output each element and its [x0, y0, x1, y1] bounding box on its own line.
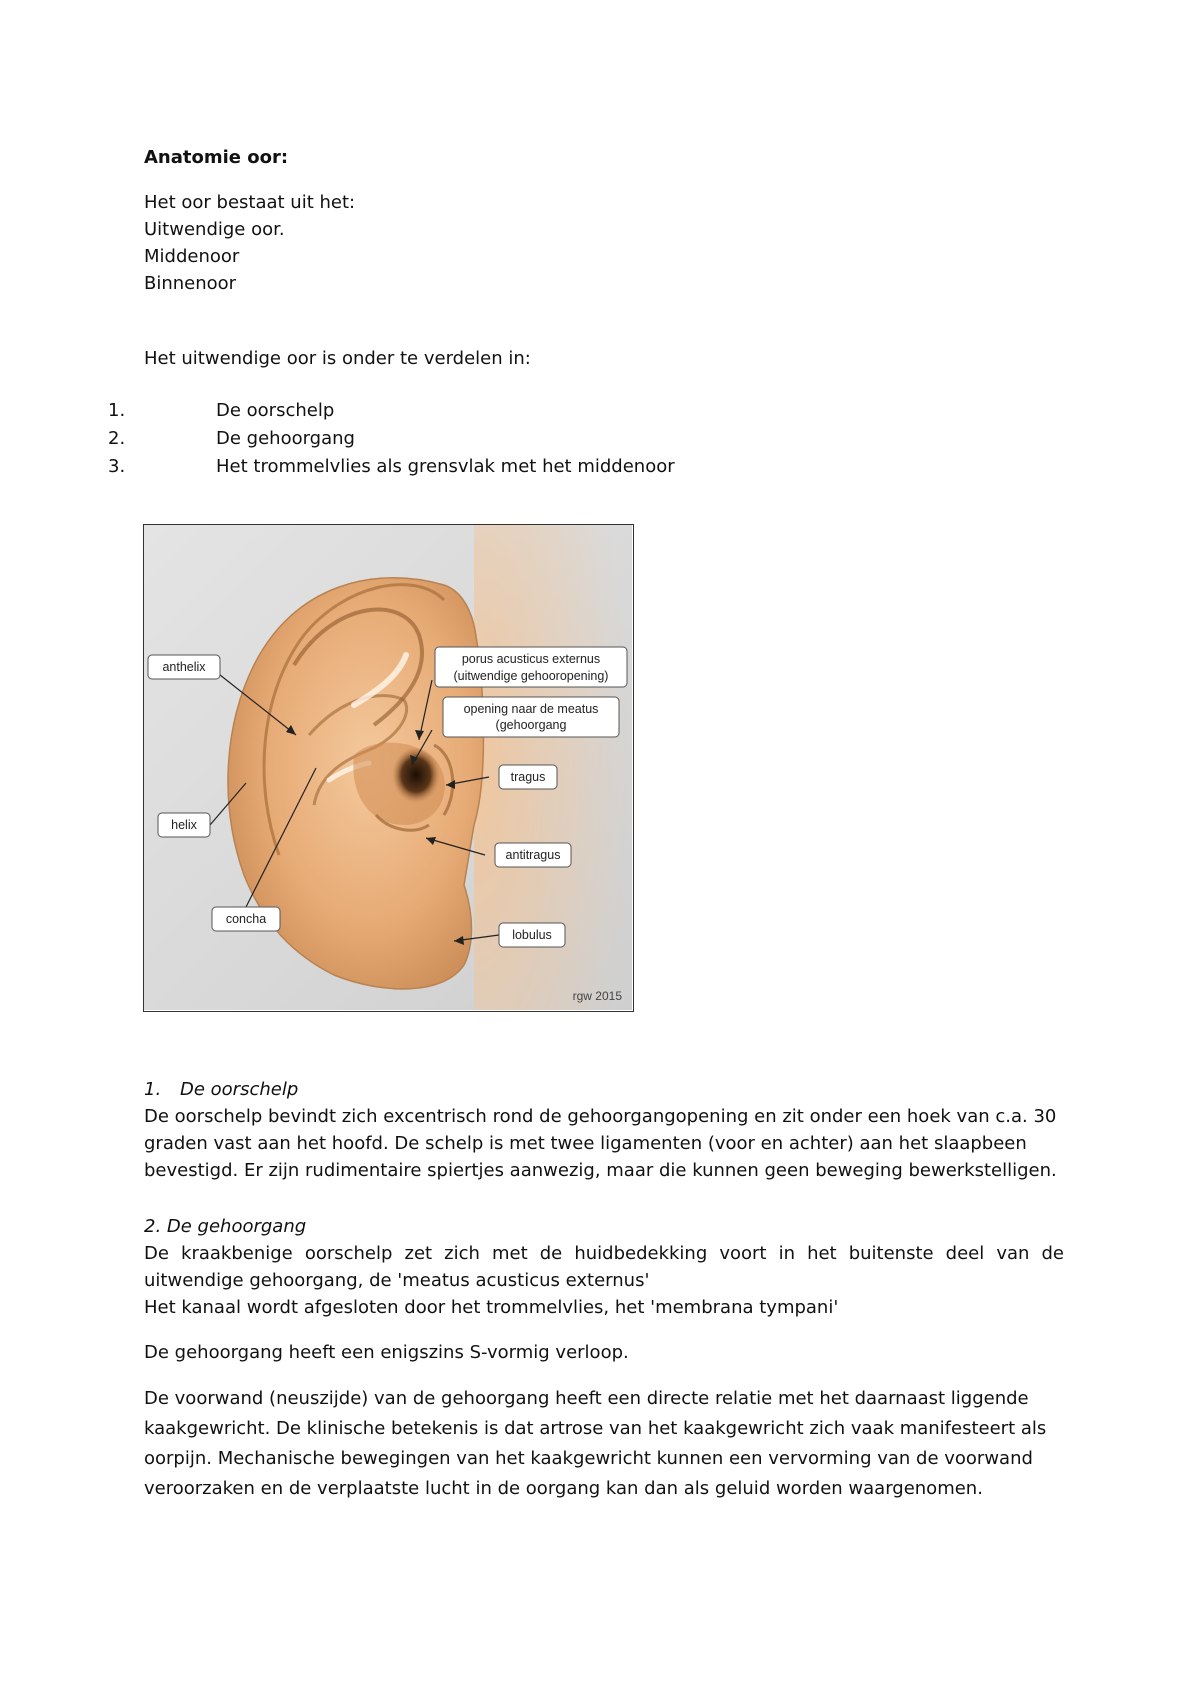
label-opening-line1: opening naar de meatus: [463, 702, 599, 716]
section2-body: De kraakbenige oorschelp zet zich met de huidbedekking voort in het buitenste deel van de uitwendige gehoorgang, de 'meatus acusticus externus': [144, 1243, 1064, 1291]
list-item: De oorschelp: [216, 400, 335, 421]
section2-para-4: De voorwand (neuszijde) van de gehoorgang heeft een directe relatie met het daarnaast liggende kaakgewricht. De klinische betekenis is dat artrose van het kaakgewricht zich vaak manifesteert als oorpijn. Mechanische bewegingen van het kaakgewricht kunnen een vervorming van de voorwand veroorzaken en de verplaatste lucht in de oorgang kan dan als geluid worden waargenomen.: [144, 1388, 1047, 1499]
label-opening-line2: (gehoorgang: [495, 718, 567, 732]
list-number: 1.: [108, 400, 126, 421]
list-number: 2.: [108, 428, 126, 449]
intro-part-1: Uitwendige oor.: [144, 219, 285, 240]
intro-part-3: Binnenoor: [144, 273, 237, 294]
label-porus-line1: porus acusticus externus: [461, 652, 601, 666]
intro-part-2: Middenoor: [144, 246, 240, 267]
label-concha: concha: [225, 912, 267, 926]
intro-lead: Het oor bestaat uit het:: [144, 192, 356, 213]
label-anthelix: anthelix: [162, 660, 206, 674]
section1-heading: De oorschelp: [180, 1079, 299, 1100]
list-number: 3.: [108, 456, 126, 477]
section1-body: De oorschelp bevindt zich excentrisch rond de gehoorgangopening en zit onder een hoek van c.a. 30 graden vast aan het hoofd. De schelp is met twee ligamenten (voor en achter) aan het slaapbeen bevestigd. Er zijn rudimentaire spiertjes aanwezig, maar die kunnen geen beweging bewerkstelligen.: [144, 1106, 1057, 1181]
figure-credit: rgw 2015: [572, 989, 622, 1003]
label-lobulus: lobulus: [512, 928, 552, 942]
ear-anatomy-figure: [143, 524, 634, 1012]
canal-opening: [392, 747, 440, 803]
label-porus-line2: (uitwendige gehooropening): [453, 669, 609, 683]
ear-illustration: [144, 525, 632, 1010]
list-item: Het trommelvlies als grensvlak met het middenoor: [216, 456, 675, 477]
subdivision-lead: Het uitwendige oor is onder te verdelen in:: [144, 348, 531, 369]
label-antitragus: antitragus: [505, 848, 561, 862]
section2-heading: 2. De gehoorgang: [144, 1216, 307, 1237]
label-helix: helix: [171, 818, 197, 832]
label-tragus: tragus: [510, 770, 546, 784]
section1-heading-number: 1.: [144, 1079, 162, 1100]
page-title: Anatomie oor:: [144, 147, 289, 168]
list-item: De gehoorgang: [216, 428, 355, 449]
section2-para-3: De gehoorgang heeft een enigszins S-vormig verloop.: [144, 1342, 629, 1363]
section2-body-2: Het kanaal wordt afgesloten door het trommelvlies, het 'membrana tympani': [144, 1297, 839, 1318]
